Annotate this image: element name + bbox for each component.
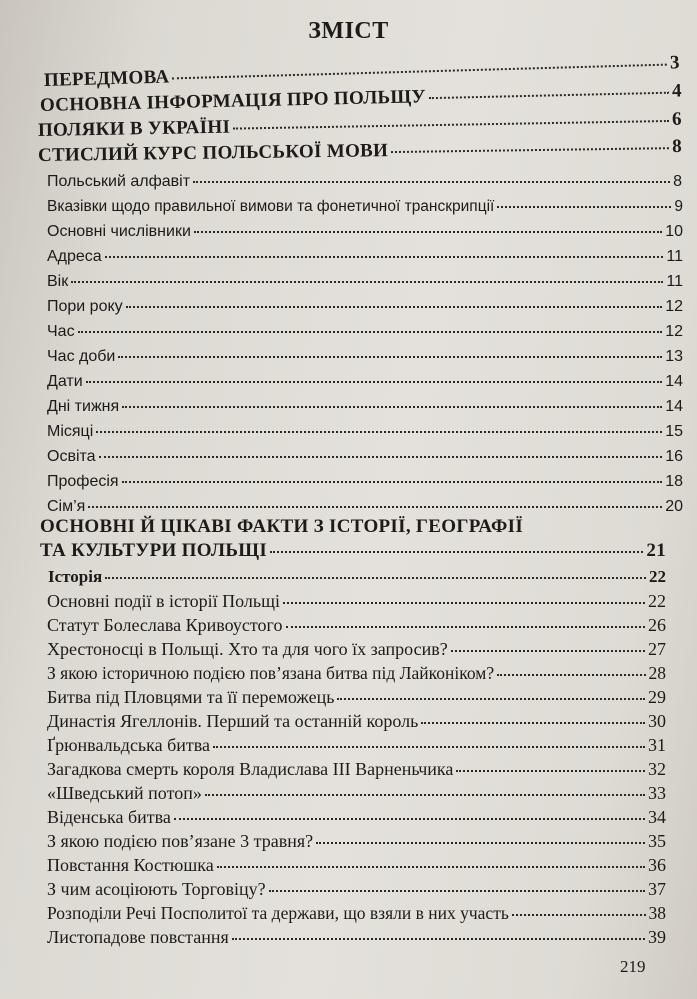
page-title: ЗМІСТ bbox=[308, 18, 389, 44]
toc-entry-weekdays bbox=[47, 396, 683, 418]
entry-page: 14 bbox=[665, 373, 683, 390]
dot-leader bbox=[78, 331, 663, 333]
entry-page: 12 bbox=[665, 298, 683, 315]
dot-leader bbox=[233, 120, 669, 130]
entry-page: 6 bbox=[671, 108, 683, 130]
toc-entry-dates bbox=[47, 371, 683, 393]
dot-leader bbox=[286, 626, 646, 628]
dot-leader bbox=[497, 674, 645, 676]
entry-page: 21 bbox=[646, 540, 666, 561]
entry-label: Основні числівники bbox=[47, 223, 191, 240]
toc-entry-november-uprising bbox=[47, 926, 666, 948]
toc-entry-time-of-day bbox=[47, 346, 683, 368]
entry-page: 28 bbox=[648, 663, 666, 683]
entry-page: 36 bbox=[648, 855, 666, 875]
entry-page: 9 bbox=[674, 198, 683, 215]
entry-label: Адреса bbox=[47, 248, 102, 265]
section-heading-facts-line1: ОСНОВНІ Й ЦІКАВІ ФАКТИ З ІСТОРІЇ, ГЕОГРАФІЇ bbox=[40, 516, 524, 537]
entry-label: Час bbox=[47, 323, 75, 340]
entry-label: З якою подією пов’язане 3 травня? bbox=[47, 831, 314, 851]
toc-entry-alphabet bbox=[47, 171, 682, 193]
toc-entry-address bbox=[47, 246, 683, 268]
entry-label: СТИСЛИЙ КУРС ПОЛЬСЬКОЇ МОВИ bbox=[37, 140, 389, 166]
entry-label: Статут Болеслава Кривоустого bbox=[47, 615, 283, 635]
toc-entry-may-3 bbox=[47, 830, 666, 852]
entry-label: Битва під Пловцями та її переможець bbox=[47, 687, 335, 707]
entry-label: Розподіли Речі Посполитої та держави, що взяли в них участь bbox=[47, 903, 509, 923]
entry-label: Династія Ягеллонів. Перший та останній король bbox=[47, 711, 419, 731]
toc-entry-lajkonik bbox=[47, 662, 666, 684]
entry-label: Історія bbox=[48, 567, 103, 586]
toc-entry-history bbox=[48, 566, 666, 588]
entry-label: Листопадове повстання bbox=[47, 927, 229, 947]
dot-leader bbox=[512, 914, 646, 916]
entry-page: 15 bbox=[665, 423, 683, 440]
page-number: 219 bbox=[620, 957, 646, 976]
entry-label: Сім’я bbox=[47, 498, 86, 515]
entry-page: 37 bbox=[648, 879, 666, 899]
dot-leader bbox=[456, 770, 645, 772]
entry-label: Дні тижня bbox=[47, 398, 120, 415]
dot-leader bbox=[205, 794, 645, 796]
entry-page: 8 bbox=[673, 173, 682, 190]
dot-leader bbox=[105, 577, 646, 579]
dot-leader bbox=[421, 722, 645, 724]
entry-label: Вказівки щодо правильної вимови та фонетичної транскрипції bbox=[47, 198, 495, 215]
entry-label: ТА КУЛЬТУРИ ПОЛЬЩІ bbox=[40, 540, 268, 561]
entry-page: 16 bbox=[665, 448, 683, 465]
entry-page: 20 bbox=[665, 498, 683, 515]
entry-label: Основні події в історії Польщі bbox=[47, 591, 280, 611]
dot-leader bbox=[86, 381, 663, 383]
toc-entry-months bbox=[47, 421, 683, 443]
entry-label: Хрестоносці в Польщі. Хто та для чого їх запросив? bbox=[47, 639, 448, 659]
dot-leader bbox=[122, 481, 663, 483]
dot-leader bbox=[193, 181, 670, 183]
dot-leader bbox=[217, 866, 645, 868]
toc-entry-polish-course bbox=[38, 136, 682, 167]
dot-leader bbox=[337, 698, 645, 700]
entry-label: Вік bbox=[47, 273, 69, 290]
entry-label: ПОЛЯКИ В УКРАЇНІ bbox=[37, 116, 231, 141]
toc-entry-time bbox=[47, 321, 683, 343]
dot-leader bbox=[71, 281, 663, 283]
entry-page: 4 bbox=[671, 80, 683, 102]
entry-label: Віденська битва bbox=[47, 807, 171, 827]
dot-leader bbox=[118, 356, 662, 358]
entry-label: Польський алфавіт bbox=[47, 173, 191, 190]
entry-label: З чим асоціюють Торговіцу? bbox=[47, 879, 266, 899]
dot-leader bbox=[122, 406, 662, 408]
toc-entry-kosciuszko bbox=[47, 854, 666, 876]
dot-leader bbox=[88, 506, 662, 508]
entry-label: Освіта bbox=[47, 448, 96, 465]
entry-page: 34 bbox=[648, 807, 666, 827]
toc-entry-education bbox=[47, 446, 683, 468]
dot-leader bbox=[96, 431, 662, 433]
dot-leader bbox=[270, 551, 643, 553]
entry-label: ОСНОВНА ІНФОРМАЦІЯ ПРО ПОЛЬЩУ bbox=[39, 86, 427, 116]
entry-label: Дати bbox=[47, 373, 83, 390]
entry-page: 32 bbox=[648, 759, 666, 779]
toc-entry-varnenchyk bbox=[47, 758, 666, 780]
toc-entry-pronunciation bbox=[47, 196, 683, 218]
entry-page: 29 bbox=[648, 687, 666, 707]
toc-entry-main-events bbox=[47, 590, 666, 612]
dot-leader bbox=[172, 64, 667, 80]
toc-entry-statute bbox=[47, 614, 666, 636]
dot-leader bbox=[497, 206, 671, 208]
entry-label: Повстання Костюшка bbox=[47, 855, 214, 875]
entry-page: 31 bbox=[648, 735, 666, 755]
entry-page: 27 bbox=[648, 639, 666, 659]
toc-entry-facts bbox=[40, 540, 666, 562]
toc-entry-plowce bbox=[47, 686, 666, 708]
entry-page: 14 bbox=[665, 398, 683, 415]
entry-page: 33 bbox=[648, 783, 666, 803]
entry-page: 26 bbox=[648, 615, 666, 635]
entry-page: 22 bbox=[649, 567, 666, 586]
toc-entry-deluge bbox=[47, 782, 666, 804]
entry-label: Загадкова смерть короля Владислава III Варненьчика bbox=[47, 759, 454, 779]
entry-label: З якою історичною подією пов’язана битва під Лайконіком? bbox=[47, 663, 495, 683]
toc-entry-profession bbox=[47, 471, 683, 493]
toc-entry-crusaders bbox=[47, 638, 666, 660]
entry-label: «Шведський потоп» bbox=[47, 783, 202, 803]
dot-leader bbox=[105, 256, 664, 258]
entry-label: ПЕРЕДМОВА bbox=[43, 66, 170, 91]
dot-leader bbox=[391, 147, 669, 153]
toc-entry-targowica bbox=[47, 878, 666, 900]
toc-entry-partitions bbox=[47, 902, 666, 924]
entry-page: 30 bbox=[648, 711, 666, 731]
toc-entry-vienna bbox=[47, 806, 666, 828]
toc-entry-grunwald bbox=[47, 734, 666, 756]
toc-entry-seasons bbox=[47, 296, 683, 318]
entry-page: 8 bbox=[671, 136, 683, 158]
dot-leader bbox=[213, 746, 645, 748]
entry-page: 11 bbox=[666, 248, 683, 265]
entry-page: 18 bbox=[665, 473, 683, 490]
entry-page: 13 bbox=[665, 348, 683, 365]
toc-entry-family bbox=[47, 496, 683, 518]
entry-page: 35 bbox=[648, 831, 666, 851]
entry-label: Місяці bbox=[47, 423, 94, 440]
dot-leader bbox=[283, 602, 645, 604]
entry-label: Ґрюнвальдська битва bbox=[47, 735, 211, 755]
toc-entry-age bbox=[47, 271, 683, 293]
entry-label: Пори року bbox=[47, 298, 123, 315]
dot-leader bbox=[232, 938, 645, 940]
dot-leader bbox=[194, 231, 662, 233]
dot-leader bbox=[269, 890, 645, 892]
toc-entry-jagiellons bbox=[47, 710, 666, 732]
dot-leader bbox=[126, 306, 663, 308]
entry-page: 10 bbox=[665, 223, 683, 240]
toc-entry-numerals bbox=[47, 221, 683, 243]
entry-page: 38 bbox=[648, 903, 666, 923]
dot-leader bbox=[174, 818, 645, 820]
entry-page: 3 bbox=[669, 52, 681, 74]
entry-page: 12 bbox=[665, 323, 683, 340]
entry-page: 39 bbox=[648, 927, 666, 947]
dot-leader bbox=[429, 92, 669, 99]
entry-page: 11 bbox=[666, 273, 683, 290]
entry-label: Професія bbox=[47, 473, 119, 490]
dot-leader bbox=[316, 842, 645, 844]
entry-page: 22 bbox=[648, 591, 666, 611]
dot-leader bbox=[99, 456, 663, 458]
dot-leader bbox=[451, 650, 645, 652]
entry-label: Час доби bbox=[47, 348, 116, 365]
